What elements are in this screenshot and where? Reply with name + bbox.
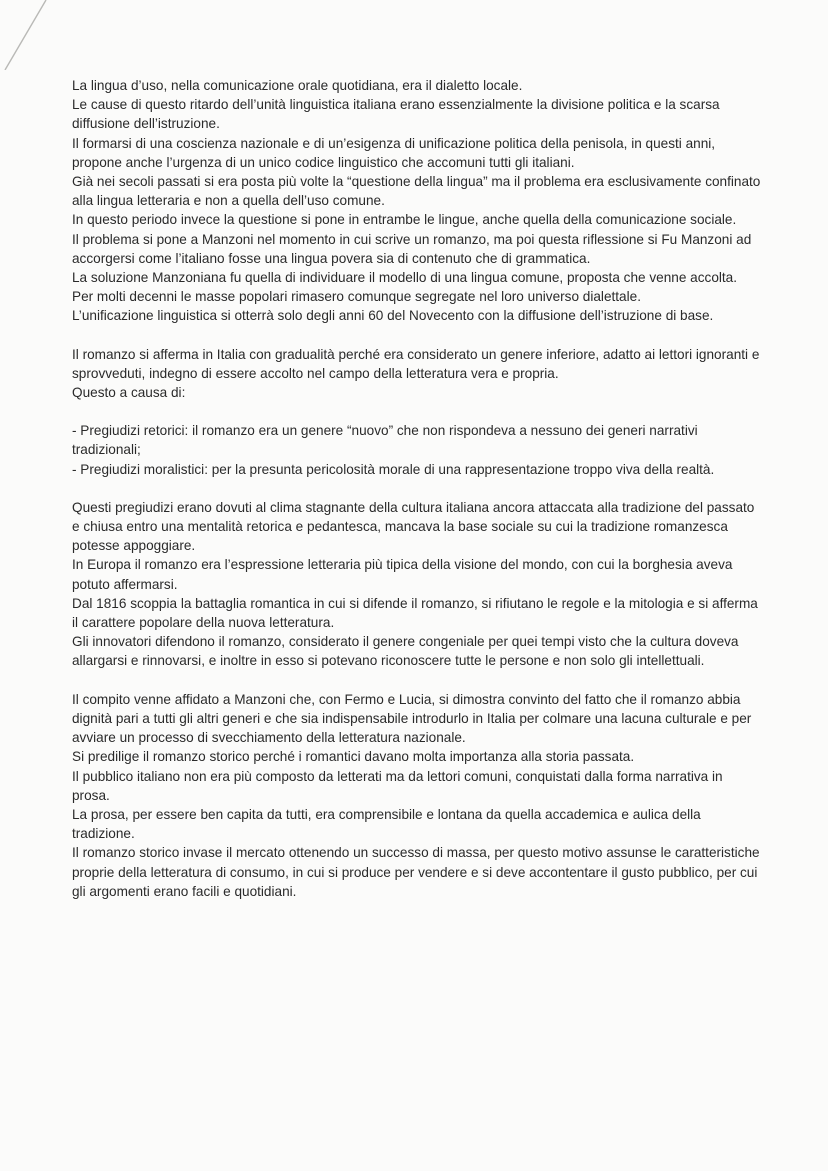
paragraph: Il romanzo storico invase il mercato ottenendo un successo di massa, per questo motivo assunse le caratteristiche proprie della letteratura di consumo, in cui si produce per vendere e si deve accontentare il gusto pubblico, per cui gli argomenti erano facili e quotidiani. — [72, 845, 760, 899]
paragraph-spacer — [72, 326, 762, 345]
paragraph: In Europa il romanzo era l’espressione letteraria più tipica della visione del mondo, con cui la borghesia aveva potuto affermarsi. — [72, 557, 733, 592]
paragraph: L’unificazione linguistica si otterrà solo degli anni 60 del Novecento con la diffusione dell’istruzione di base. — [72, 308, 714, 324]
paragraph: La soluzione Manzoniana fu quella di individuare il modello di una lingua comune, proposta che venne accolta. — [72, 270, 738, 286]
paragraph: Questo a causa di: — [72, 385, 186, 401]
paragraph: Il problema si pone a Manzoni nel momento in cui scrive un romanzo, ma poi questa riflessione si Fu Manzoni ad accorgersi come l’italiano fosse una lingua povera sia di contenuto che di grammatica. — [72, 231, 752, 266]
paragraph: Questi pregiudizi erano dovuti al clima stagnante della cultura italiana ancora attaccata alla tradizione del passato e chiusa entro una mentalità retorica e pedantesca, mancava la base sociale su cui la tradizione romanzesca potesse appoggiare. — [72, 499, 755, 554]
paragraph: Il pubblico italiano non era più composto da letterati ma da lettori comuni, conquistati dalla forma narrativa in prosa. — [72, 768, 723, 803]
list-item: - Pregiudizi moralistici: per la presunta pericolosità morale di una rappresentazione troppo viva della realtà. — [72, 461, 715, 477]
paragraph: Si predilige il romanzo storico perché i romantici davano molta importanza alla storia passata. — [72, 749, 635, 765]
paragraph-spacer — [72, 479, 762, 498]
list-item: - Pregiudizi retorici: il romanzo era un genere “nuovo” che non rispondeva a nessuno dei generi narrativi tradizionali; — [72, 423, 698, 458]
paragraph-spacer — [72, 402, 762, 421]
page-fold-mark — [2, 0, 48, 70]
paragraph: La prosa, per essere ben capita da tutti, era comprensibile e lontana da quella accademica e aulica della tradizione. — [72, 806, 701, 842]
paragraph: Le cause di questo ritardo dell’unità linguistica italiana erano essenzialmente la divisione politica e la scarsa diffusione dell’istruzione. — [72, 97, 720, 132]
fold-line-graphic — [2, 0, 48, 70]
paragraph-spacer — [72, 671, 762, 690]
paragraph: Già nei secoli passati si era posta più volte la “questione della lingua” ma il problema era esclusivamente confinato alla lingua letteraria e non a quella dell’uso comune. — [72, 174, 761, 209]
paragraph: Per molti decenni le masse popolari rimasero comunque segregate nel loro universo dialettale. — [72, 289, 641, 305]
paragraph: In questo periodo invece la questione si pone in entrambe le lingue, anche quella della comunicazione sociale. — [72, 212, 737, 228]
paragraph: Gli innovatori difendono il romanzo, considerato il genere congeniale per quei tempi visto che la cultura doveva allargarsi e rinnovarsi, e inoltre in esso si potevano riconoscere tutte le persone e non solo gli intellettuali. — [72, 634, 739, 669]
paragraph: Il compito venne affidato a Manzoni che, con Fermo e Lucia, si dimostra convinto del fatto che il romanzo abbia dignità pari a tutti gli altri generi e che sia indispensabile introdurlo in Italia per colmare una lacuna culturale e per avviare un processo di svecchiamento della letteratura nazionale. — [72, 691, 752, 746]
paragraph: Il romanzo si afferma in Italia con gradualità perché era considerato un genere inferiore, adatto ai lettori ignoranti e sprovveduti, indegno di essere accolto nel campo della letteratura vera e propria. — [72, 346, 760, 381]
paragraph: Dal 1816 scoppia la battaglia romantica in cui si difende il romanzo, si rifiutano le regole e la mitologia e si afferma il carattere popolare della nuova letteratura. — [72, 595, 758, 631]
document-body — [72, 76, 762, 901]
paragraph: Il formarsi di una coscienza nazionale e di un’esigenza di unificazione politica della penisola, in questi anni, propone anche l’urgenza di un unico codice linguistico che accomuni tutti gli italiani. — [72, 135, 716, 170]
paragraph: La lingua d’uso, nella comunicazione orale quotidiana, era il dialetto locale. — [72, 78, 523, 93]
